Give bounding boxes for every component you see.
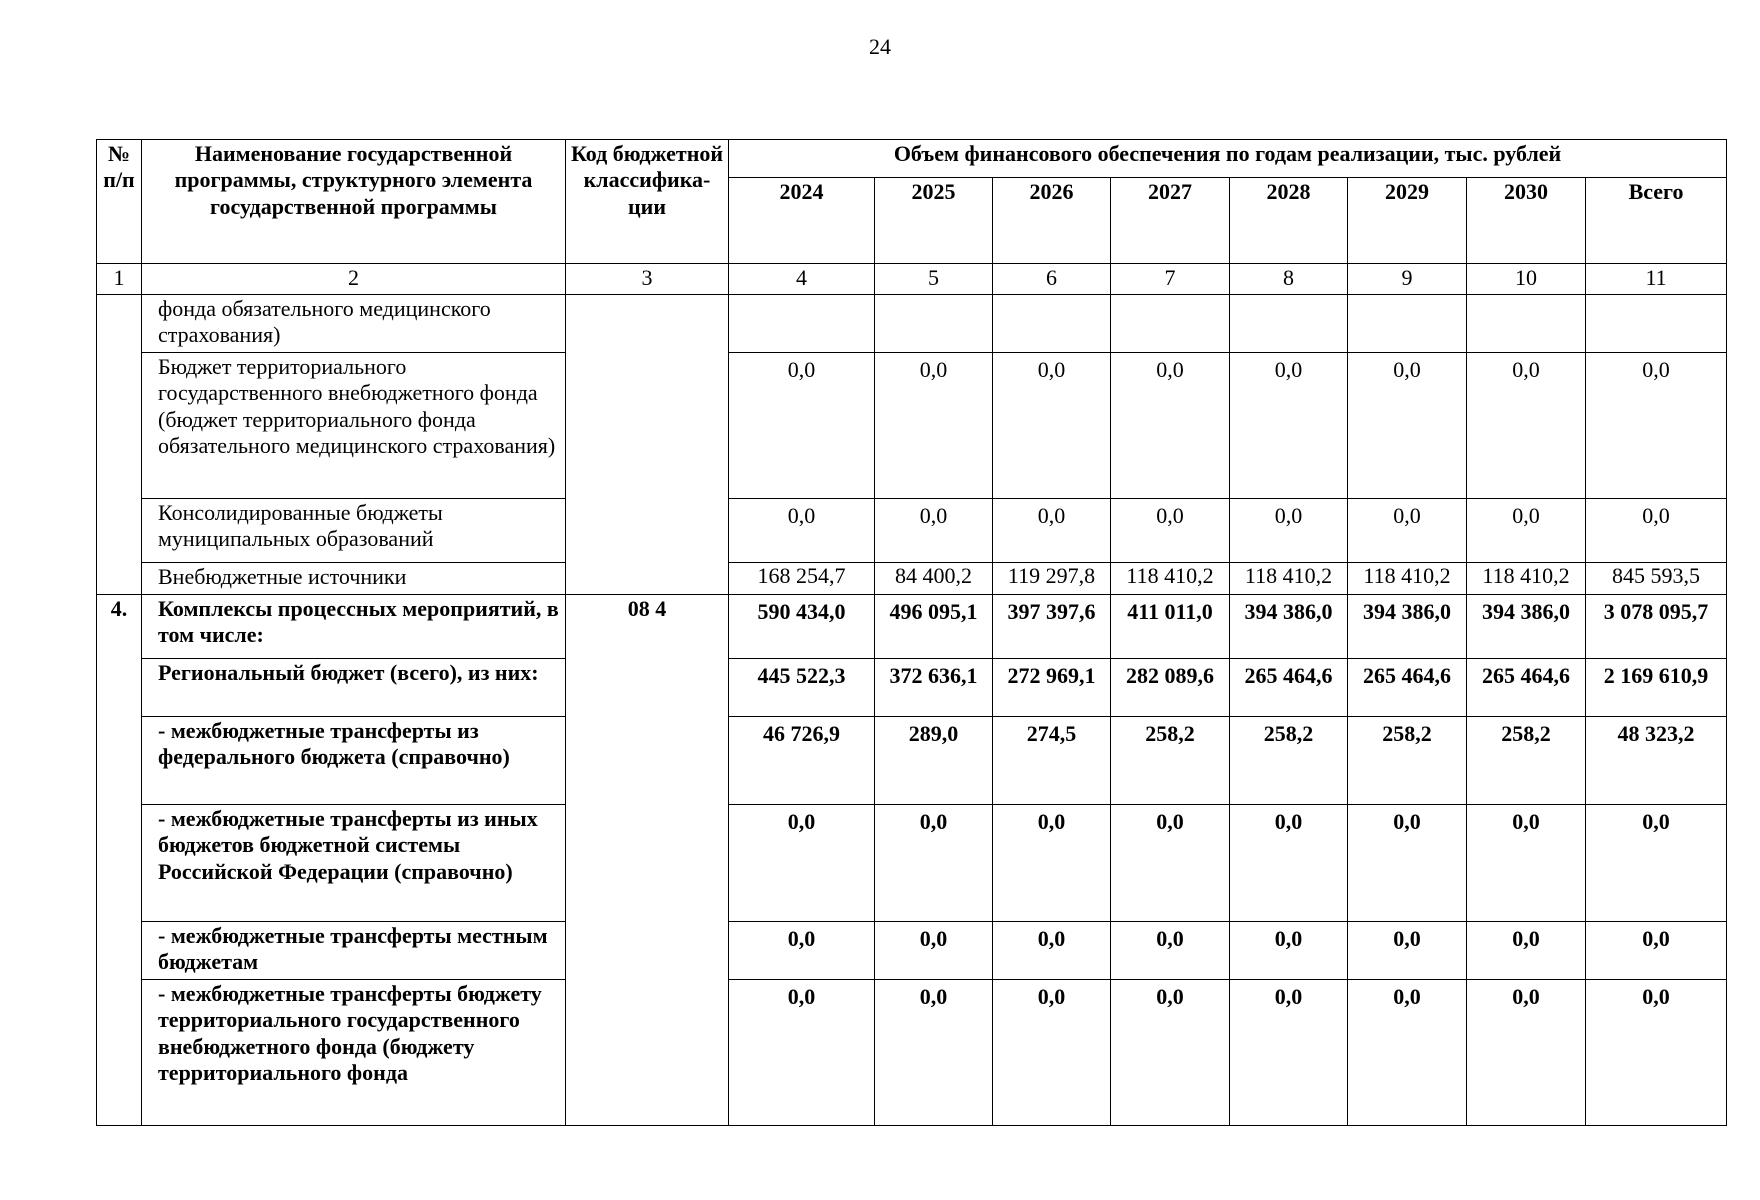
header-year-2027: 2027: [1111, 178, 1230, 264]
value-cell: 46 726,9: [729, 717, 875, 805]
value-cell: 445 522,3: [729, 659, 875, 717]
value-cell: 118 410,2: [1467, 563, 1586, 595]
value-cell: 394 386,0: [1348, 595, 1467, 659]
column-number: 3: [566, 264, 729, 295]
financing-table: [96, 139, 1727, 1126]
column-number: 4: [729, 264, 875, 295]
row-name: Комплексы процессных мероприятий, в том числе:: [142, 595, 566, 659]
value-cell: 258,2: [1348, 717, 1467, 805]
value-cell: 48 323,2: [1586, 717, 1727, 805]
column-number: 6: [993, 264, 1111, 295]
value-cell: 0,0: [1111, 499, 1230, 563]
value-cell: 0,0: [1586, 805, 1727, 922]
header-name: Наименование государственной программы, структурного элемента государственной программы: [142, 140, 566, 264]
value-cell: 0,0: [1111, 980, 1230, 1126]
value-cell: [1111, 295, 1230, 353]
value-cell: 265 464,6: [1230, 659, 1348, 717]
value-cell: 0,0: [1111, 922, 1230, 980]
header-year-2024: 2024: [729, 178, 875, 264]
value-cell: 0,0: [1586, 980, 1727, 1126]
value-cell: 0,0: [993, 353, 1111, 499]
value-cell: 0,0: [729, 353, 875, 499]
value-cell: [1467, 295, 1586, 353]
value-cell: [1586, 295, 1727, 353]
header-year-2025: 2025: [875, 178, 993, 264]
value-cell: 274,5: [993, 717, 1111, 805]
value-cell: 0,0: [1348, 922, 1467, 980]
value-cell: 0,0: [729, 922, 875, 980]
header-year-2026: 2026: [993, 178, 1111, 264]
table-row: [97, 922, 1727, 980]
value-cell: 0,0: [1467, 499, 1586, 563]
value-cell: 0,0: [1230, 980, 1348, 1126]
code-cell: [566, 295, 729, 595]
column-number: 2: [142, 264, 566, 295]
row-name: Региональный бюджет (всего), из них:: [142, 659, 566, 717]
column-number: 8: [1230, 264, 1348, 295]
column-number: 7: [1111, 264, 1230, 295]
value-cell: 397 397,6: [993, 595, 1111, 659]
value-cell: 0,0: [993, 980, 1111, 1126]
value-cell: 272 969,1: [993, 659, 1111, 717]
table-row: [97, 563, 1727, 595]
table-row: [97, 499, 1727, 563]
value-cell: 0,0: [1348, 980, 1467, 1126]
column-number: 5: [875, 264, 993, 295]
row-name: - межбюджетные трансферты местным бюджетам: [142, 922, 566, 980]
row-name: - межбюджетные трансферты из федерального бюджета (справочно): [142, 717, 566, 805]
header-year-2028: 2028: [1230, 178, 1348, 264]
value-cell: 168 254,7: [729, 563, 875, 595]
row-name: фонда обязательного медицинского страхования): [142, 295, 566, 353]
row-name: Внебюджетные источники: [142, 563, 566, 595]
table-row: [97, 980, 1727, 1126]
header-total: Всего: [1586, 178, 1727, 264]
value-cell: 0,0: [1467, 805, 1586, 922]
column-numbers-row: [97, 264, 1727, 295]
value-cell: 0,0: [1586, 499, 1727, 563]
value-cell: 394 386,0: [1467, 595, 1586, 659]
column-number: 9: [1348, 264, 1467, 295]
value-cell: 258,2: [1111, 717, 1230, 805]
value-cell: 0,0: [993, 499, 1111, 563]
row-name: - межбюджетные трансферты из иных бюджетов бюджетной системы Российской Федерации (справочно): [142, 805, 566, 922]
value-cell: 394 386,0: [1230, 595, 1348, 659]
table-row: [97, 295, 1727, 353]
value-cell: 258,2: [1230, 717, 1348, 805]
value-cell: 0,0: [1467, 922, 1586, 980]
value-cell: 0,0: [1467, 980, 1586, 1126]
value-cell: 118 410,2: [1230, 563, 1348, 595]
page-number: 24: [869, 34, 891, 59]
value-cell: 0,0: [1111, 353, 1230, 499]
value-cell: 0,0: [729, 805, 875, 922]
value-cell: 411 011,0: [1111, 595, 1230, 659]
value-cell: 0,0: [993, 922, 1111, 980]
value-cell: 0,0: [1230, 805, 1348, 922]
value-cell: 0,0: [875, 922, 993, 980]
value-cell: 0,0: [875, 353, 993, 499]
value-cell: 289,0: [875, 717, 993, 805]
value-cell: 119 297,8: [993, 563, 1111, 595]
row-name: - межбюджетные трансферты бюджету территориального государственного внебюджетного фонда (бюджету территориального фонда: [142, 980, 566, 1126]
value-cell: 0,0: [993, 805, 1111, 922]
value-cell: [1348, 295, 1467, 353]
value-cell: 845 593,5: [1586, 563, 1727, 595]
value-cell: 372 636,1: [875, 659, 993, 717]
value-cell: 265 464,6: [1348, 659, 1467, 717]
table-row: [97, 595, 1727, 659]
value-cell: 0,0: [1348, 353, 1467, 499]
value-cell: 0,0: [1111, 805, 1230, 922]
value-cell: 0,0: [1467, 353, 1586, 499]
table-row: [97, 805, 1727, 922]
value-cell: 0,0: [875, 980, 993, 1126]
value-cell: 265 464,6: [1467, 659, 1586, 717]
value-cell: 0,0: [875, 499, 993, 563]
value-cell: 258,2: [1467, 717, 1586, 805]
header-year-2029: 2029: [1348, 178, 1467, 264]
column-number: 1: [97, 264, 142, 295]
table-row: [97, 717, 1727, 805]
row-index: 4.: [97, 595, 142, 1126]
value-cell: 0,0: [1348, 499, 1467, 563]
table-row: [97, 659, 1727, 717]
row-name: Бюджет территориального государственного внебюджетного фонда (бюджет территориального фонда обязательного медицинского страхования): [142, 353, 566, 499]
row-name: Консолидированные бюджеты муниципальных образований: [142, 499, 566, 563]
value-cell: 3 078 095,7: [1586, 595, 1727, 659]
column-number: 11: [1586, 264, 1727, 295]
value-cell: [729, 295, 875, 353]
header-volume: Объем финансового обеспечения по годам реализации, тыс. рублей: [729, 140, 1727, 178]
value-cell: [875, 295, 993, 353]
value-cell: 0,0: [1348, 805, 1467, 922]
header-num: № п/п: [97, 140, 142, 264]
value-cell: 0,0: [1586, 353, 1727, 499]
table-row: [97, 353, 1727, 499]
value-cell: 0,0: [1586, 922, 1727, 980]
value-cell: 118 410,2: [1111, 563, 1230, 595]
value-cell: 282 089,6: [1111, 659, 1230, 717]
value-cell: 590 434,0: [729, 595, 875, 659]
value-cell: 0,0: [729, 499, 875, 563]
value-cell: 2 169 610,9: [1586, 659, 1727, 717]
value-cell: 496 095,1: [875, 595, 993, 659]
value-cell: 0,0: [1230, 353, 1348, 499]
value-cell: 84 400,2: [875, 563, 993, 595]
value-cell: [993, 295, 1111, 353]
header-year-2030: 2030: [1467, 178, 1586, 264]
value-cell: 0,0: [1230, 922, 1348, 980]
header-code: Код бюджетной классифика-ции: [566, 140, 729, 264]
value-cell: 118 410,2: [1348, 563, 1467, 595]
value-cell: 0,0: [729, 980, 875, 1126]
value-cell: 0,0: [875, 805, 993, 922]
value-cell: [1230, 295, 1348, 353]
column-number: 10: [1467, 264, 1586, 295]
budget-code: 08 4: [566, 595, 729, 1126]
value-cell: 0,0: [1230, 499, 1348, 563]
index-cell: [97, 295, 142, 595]
